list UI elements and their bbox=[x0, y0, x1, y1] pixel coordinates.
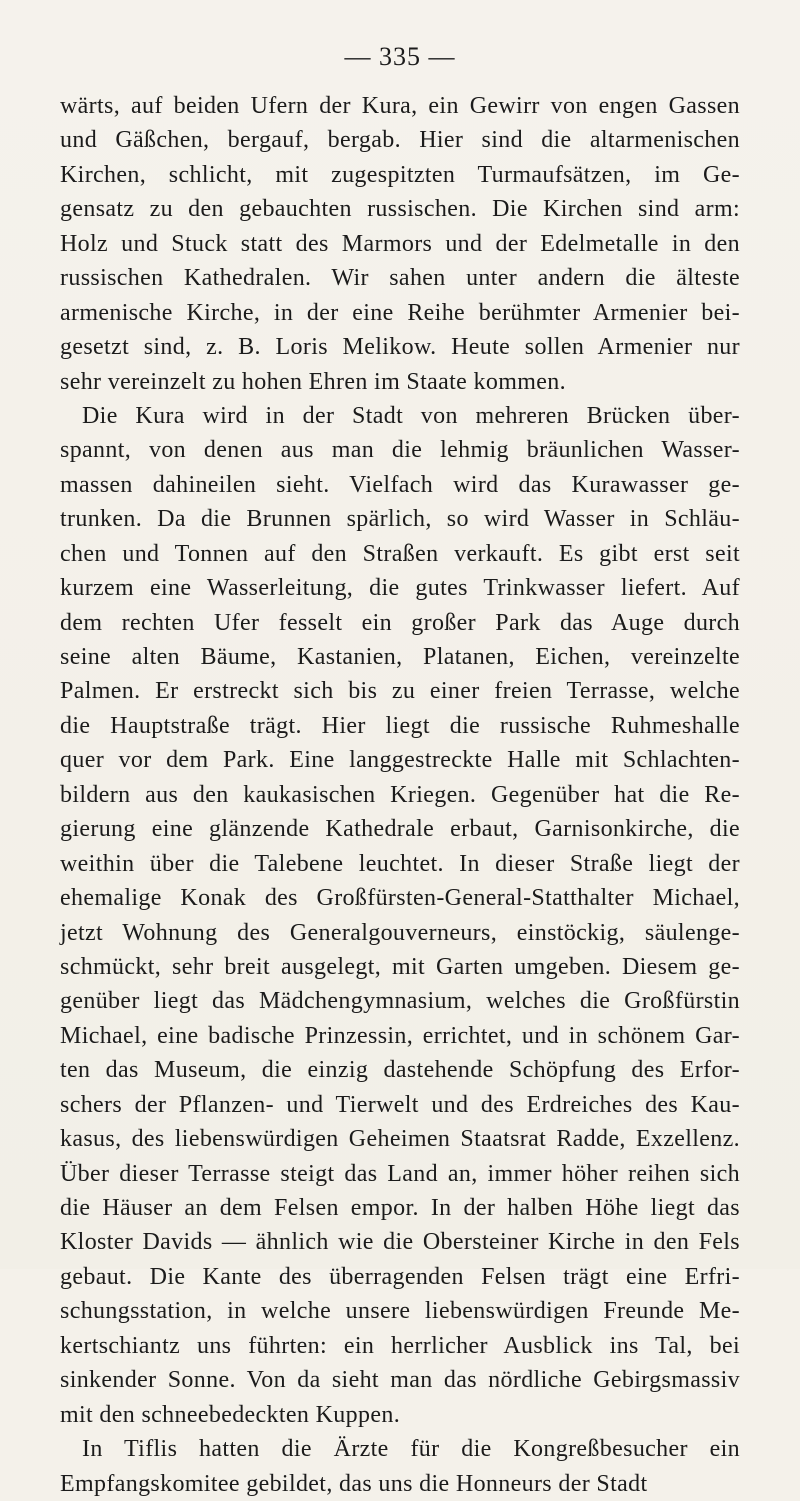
text-line: sinkender Sonne. Von da sieht man das nördliche Gebirgsmassiv bbox=[60, 1367, 740, 1394]
text-line: gensatz zu den gebauchten russischen. Die Kirchen sind arm: bbox=[60, 196, 740, 223]
text-line: massen dahineilen sieht. Vielfach wird das Kurawasser ge- bbox=[60, 471, 740, 498]
text-line: In Tiflis hatten die Ärzte für die Kongreßbesucher ein bbox=[82, 1436, 740, 1463]
text-line: chen und Tonnen auf den Straßen verkauft. Es gibt erst seit bbox=[60, 540, 740, 567]
text-line: kurzem eine Wasserleitung, die gutes Trinkwasser liefert. Auf bbox=[60, 575, 740, 602]
text-line: schmückt, sehr breit ausgelegt, mit Garten umgeben. Diesem ge- bbox=[60, 953, 740, 980]
text-line: wärts, auf beiden Ufern der Kura, ein Gewirr von engen Gassen bbox=[60, 93, 740, 119]
text-line: quer vor dem Park. Eine langgestreckte Halle mit Schlachten- bbox=[60, 747, 740, 774]
text-line: Die Kura wird in der Stadt von mehreren Brücken über- bbox=[82, 402, 740, 429]
text-line: Über dieser Terrasse steigt das Land an, immer höher reihen sich bbox=[60, 1160, 740, 1187]
text-line: Kloster Davids — ähnlich wie die Obersteiner Kirche in den Fels bbox=[60, 1229, 740, 1256]
text-line: gesetzt sind, z. B. Loris Melikow. Heute sollen Armenier nur bbox=[60, 334, 740, 361]
text-line: schers der Pflanzen- und Tierwelt und des Erdreiches des Kau- bbox=[60, 1091, 740, 1118]
text-line: genüber liegt das Mädchengymnasium, welches die Großfürstin bbox=[60, 988, 740, 1015]
text-line: trunken. Da die Brunnen spärlich, so wird Wasser in Schläu- bbox=[60, 506, 740, 533]
text-line: kasus, des liebenswürdigen Geheimen Staatsrat Radde, Exzellenz. bbox=[60, 1126, 740, 1153]
text-line: schungsstation, in welche unsere liebenswürdigen Freunde Me- bbox=[60, 1298, 740, 1325]
text-line: Michael, eine badische Prinzessin, errichtet, und in schönem Gar- bbox=[60, 1022, 740, 1049]
text-line: die Hauptstraße trägt. Hier liegt die russische Ruhmeshalle bbox=[60, 712, 740, 739]
text-line: Kirchen, schlicht, mit zugespitzten Turmaufsätzen, im Ge- bbox=[60, 161, 740, 188]
text-line: dem rechten Ufer fesselt ein großer Park das Auge durch bbox=[60, 609, 740, 636]
text-line: seine alten Bäume, Kastanien, Platanen, Eichen, vereinzelte bbox=[60, 644, 740, 670]
text-line: bildern aus den kaukasischen Kriegen. Gegenüber hat die Re- bbox=[60, 781, 740, 808]
text-line: die Häuser an dem Felsen empor. In der halben Höhe liegt das bbox=[60, 1195, 740, 1221]
text-line: gierung eine glänzende Kathedrale erbaut, Garnisonkirche, die bbox=[60, 816, 740, 843]
text-line: kertschiantz uns führten: ein herrlicher Ausblick ins Tal, bei bbox=[60, 1332, 740, 1359]
page-number: — 335 — bbox=[344, 42, 456, 71]
text-line: weithin über die Talebene leuchtet. In dieser Straße liegt der bbox=[60, 850, 740, 877]
text-line: ten das Museum, die einzig dastehende Schöpfung des Erfor- bbox=[60, 1057, 740, 1084]
text-line: mit den schneebedeckten Kuppen. bbox=[60, 1401, 401, 1428]
text-line: und Gäßchen, bergauf, bergab. Hier sind die altarmenischen bbox=[60, 127, 740, 154]
text-line: ehemalige Konak des Großfürsten-General-Statthalter Michael, bbox=[60, 885, 740, 912]
text-line: Empfangskomitee gebildet, das uns die Honneurs der Stadt bbox=[60, 1470, 648, 1497]
text-line: sehr vereinzelt zu hohen Ehren im Staate kommen. bbox=[60, 368, 566, 395]
text-block bbox=[60, 89, 740, 1501]
text-line: jetzt Wohnung des Generalgouverneurs, einstöckig, säulenge- bbox=[60, 919, 740, 946]
text-line: russischen Kathedralen. Wir sahen unter andern die älteste bbox=[60, 265, 740, 292]
text-line: Holz und Stuck statt des Marmors und der Edelmetalle in den bbox=[60, 230, 740, 257]
text-line: gebaut. Die Kante des überragenden Felsen trägt eine Erfri- bbox=[60, 1263, 740, 1290]
text-line: Palmen. Er erstreckt sich bis zu einer freien Terrasse, welche bbox=[60, 678, 740, 705]
text-line: armenische Kirche, in der eine Reihe berühmter Armenier bei- bbox=[60, 299, 740, 326]
text-line: spannt, von denen aus man die lehmig bräunlichen Wasser- bbox=[60, 437, 740, 464]
